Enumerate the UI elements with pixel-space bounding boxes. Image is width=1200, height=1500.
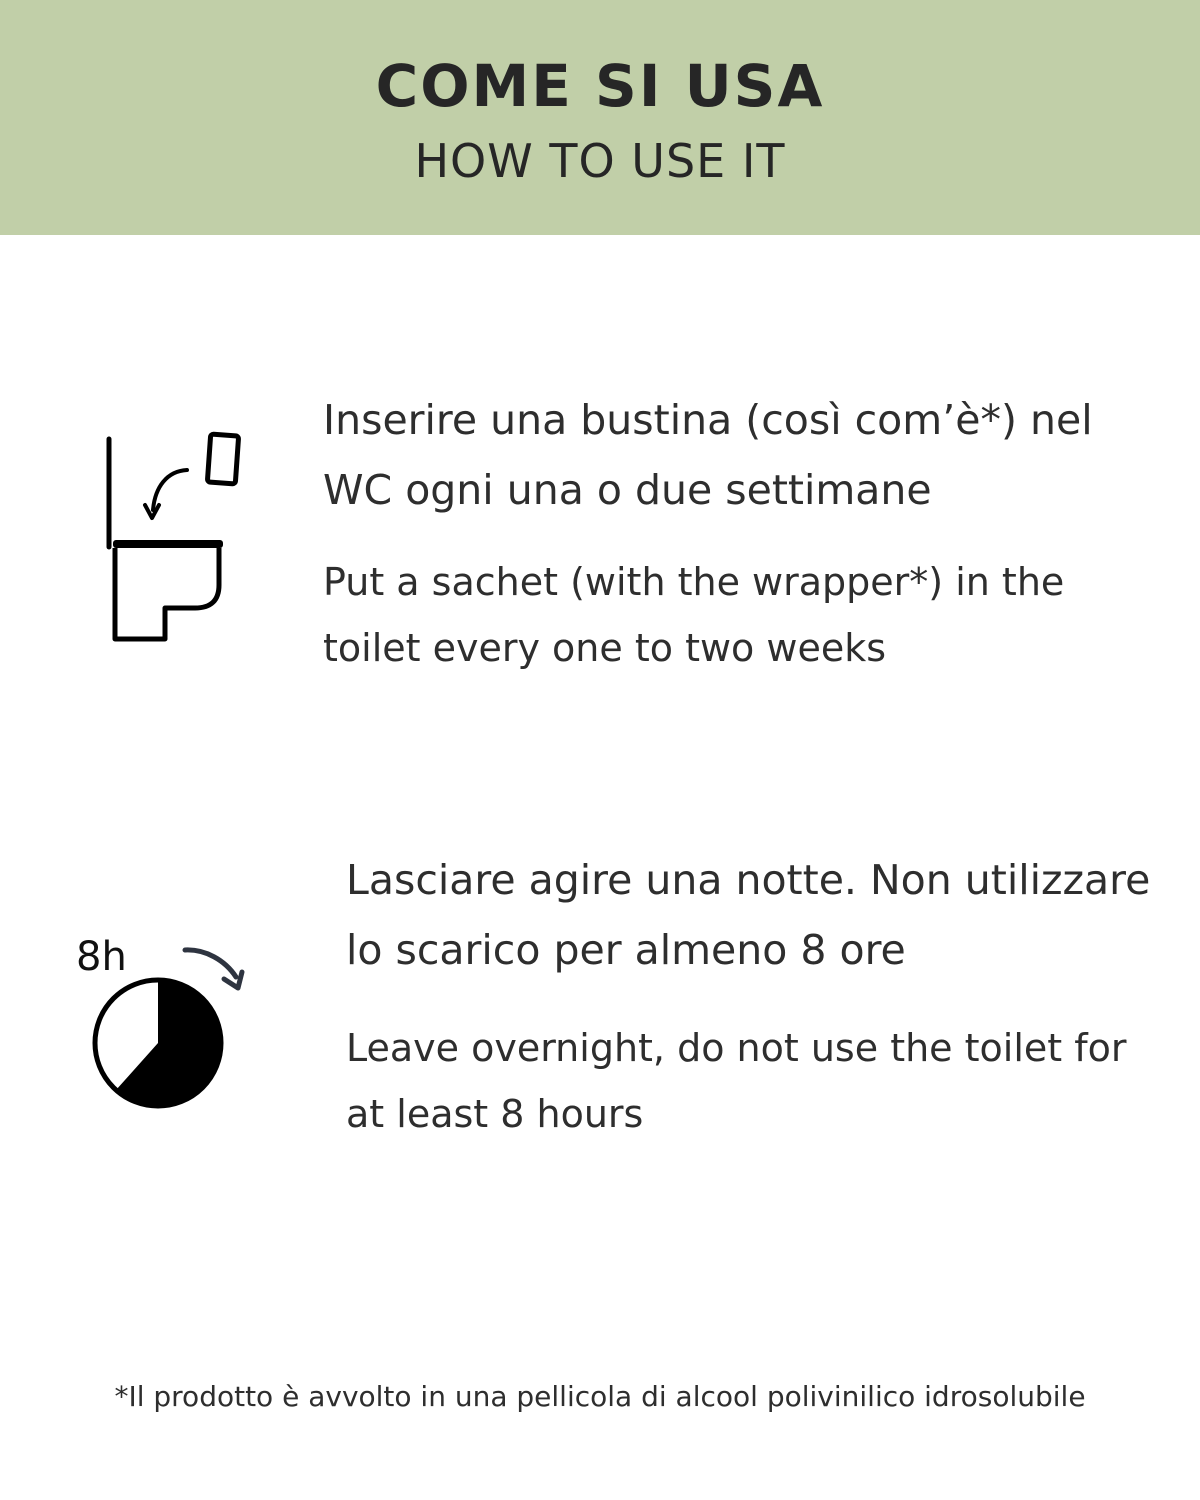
step-1-italian-text: Inserire una bustina (così com’è*) nel WC ogni una o due settimane	[323, 396, 1093, 514]
header-banner	[0, 0, 1200, 235]
step-2	[346, 845, 1166, 1147]
step-2-italian-text: Lasciare agire una notte. Non utilizzare lo scarico per almeno 8 ore	[346, 856, 1151, 974]
clock-8h-icon	[70, 925, 260, 1115]
step-1	[323, 385, 1173, 681]
clock-label: 8h	[76, 934, 127, 980]
step-1-english-text: Put a sachet (with the wrapper*) in the toilet every one to two weeks	[323, 560, 1065, 670]
footnote: *Il prodotto è avvolto in una pellicola di alcool polivinilico idrosolubile	[114, 1380, 1086, 1413]
page-subtitle: HOW TO USE IT	[414, 134, 786, 188]
page-title: COME SI USA	[375, 52, 825, 120]
step-2-english-text: Leave overnight, do not use the toilet for at least 8 hours	[346, 1026, 1127, 1136]
toilet-sachet-icon	[95, 425, 245, 650]
